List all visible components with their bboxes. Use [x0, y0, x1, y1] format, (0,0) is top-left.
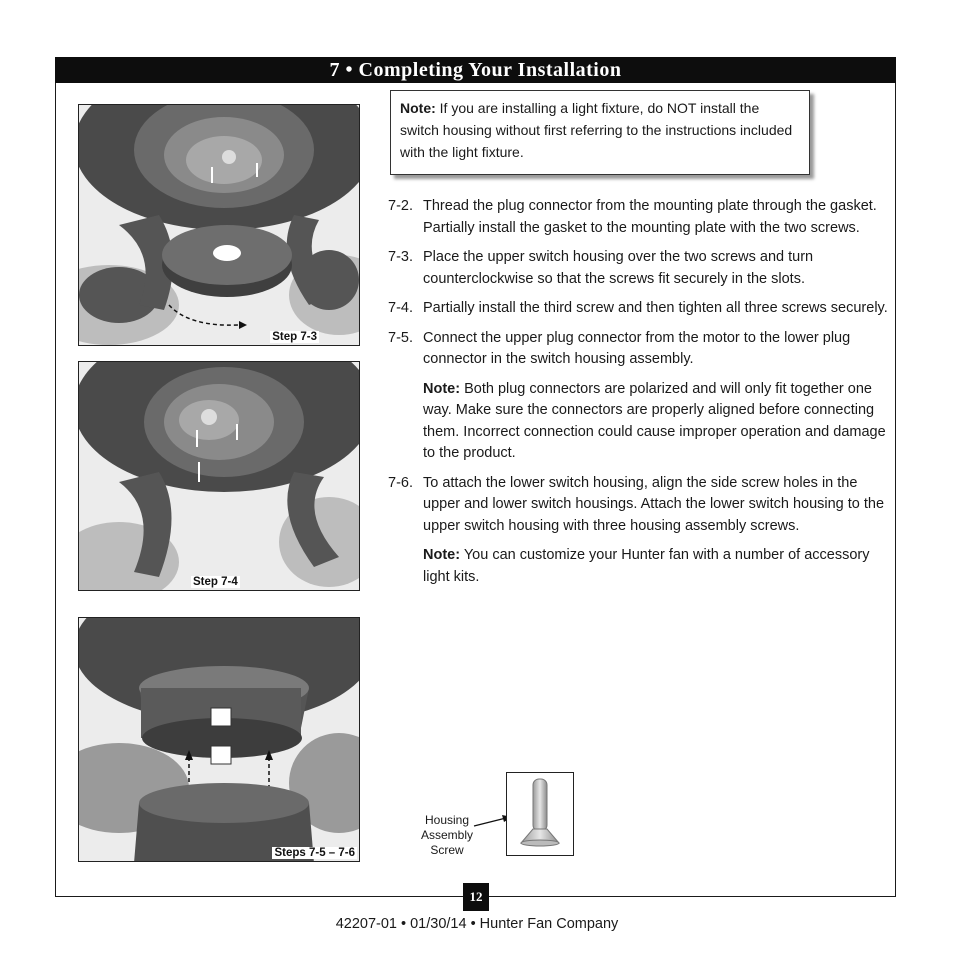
figure-label: Step 7-4 [193, 576, 238, 588]
step-text: Connect the upper plug connector from the motor to the lower plug connector in the switch housing assembly. [423, 329, 851, 367]
accessory-light-kit-note [423, 545, 888, 588]
section-title: 7 • Completing Your Installation [55, 57, 896, 83]
note-label: Note: [423, 380, 461, 397]
step-7-4 [388, 298, 888, 320]
step-text: Thread the plug connector from the mounting plate through the gasket. Partially install the gasket to the mounting plate with the two screws. [423, 198, 877, 236]
screw-icon [507, 773, 573, 855]
step-text: To attach the lower switch housing, align the side screw holes in the upper and lower switch housings. Attach the lower switch housing to the upper switch housing with three housing assembly screws. [423, 474, 885, 534]
step-text: Place the upper switch housing over the two screws and turn counterclockwise so that the screws fit securely in the slots. [423, 249, 814, 287]
page-number: 12 [463, 883, 489, 911]
step-number: 7-2. [388, 198, 413, 214]
note-text: If you are installing a light fixture, do NOT install the switch housing without first referring to the instructions included with the light fixture. [400, 100, 793, 160]
step-7-3 [388, 247, 888, 290]
fan-illustration [79, 618, 360, 862]
fan-illustration [79, 105, 360, 346]
note-label: Note: [423, 547, 461, 563]
light-fixture-note [390, 90, 810, 175]
step-7-6 [388, 473, 888, 538]
fan-illustration [79, 362, 360, 591]
step-number: 7-3. [388, 249, 413, 265]
figure-step-7-3 [78, 104, 360, 346]
polarized-connector-note [423, 379, 888, 465]
step-number: 7-6. [388, 474, 413, 491]
figure-step-7-4 [78, 361, 360, 591]
figure-label: Step 7-3 [272, 331, 317, 343]
note-text: You can customize your Hunter fan with a number of accessory light kits. [423, 547, 870, 585]
step-7-5 [388, 328, 888, 371]
step-number: 7-5. [388, 329, 413, 346]
step-text: Partially install the third screw and then tighten all three screws securely. [423, 300, 888, 316]
figure-label: Steps 7-5 – 7-6 [274, 847, 355, 859]
footer: 42207-01 • 01/30/14 • Hunter Fan Company [335, 916, 619, 932]
housing-screw-figure [506, 772, 574, 856]
note-text: Both plug connectors are polarized and will only fit together one way. Make sure the connectors are properly aligned before connecting them. Incorrect connection could cause improper operation and damage to the product. [423, 380, 886, 461]
step-list [388, 196, 888, 596]
figure-steps-7-5-7-6 [78, 617, 360, 862]
screw-callout-label: Housing Assembly Screw [420, 813, 473, 857]
step-number: 7-4. [388, 300, 413, 316]
note-label: Note: [400, 100, 436, 116]
step-7-2 [388, 196, 888, 239]
